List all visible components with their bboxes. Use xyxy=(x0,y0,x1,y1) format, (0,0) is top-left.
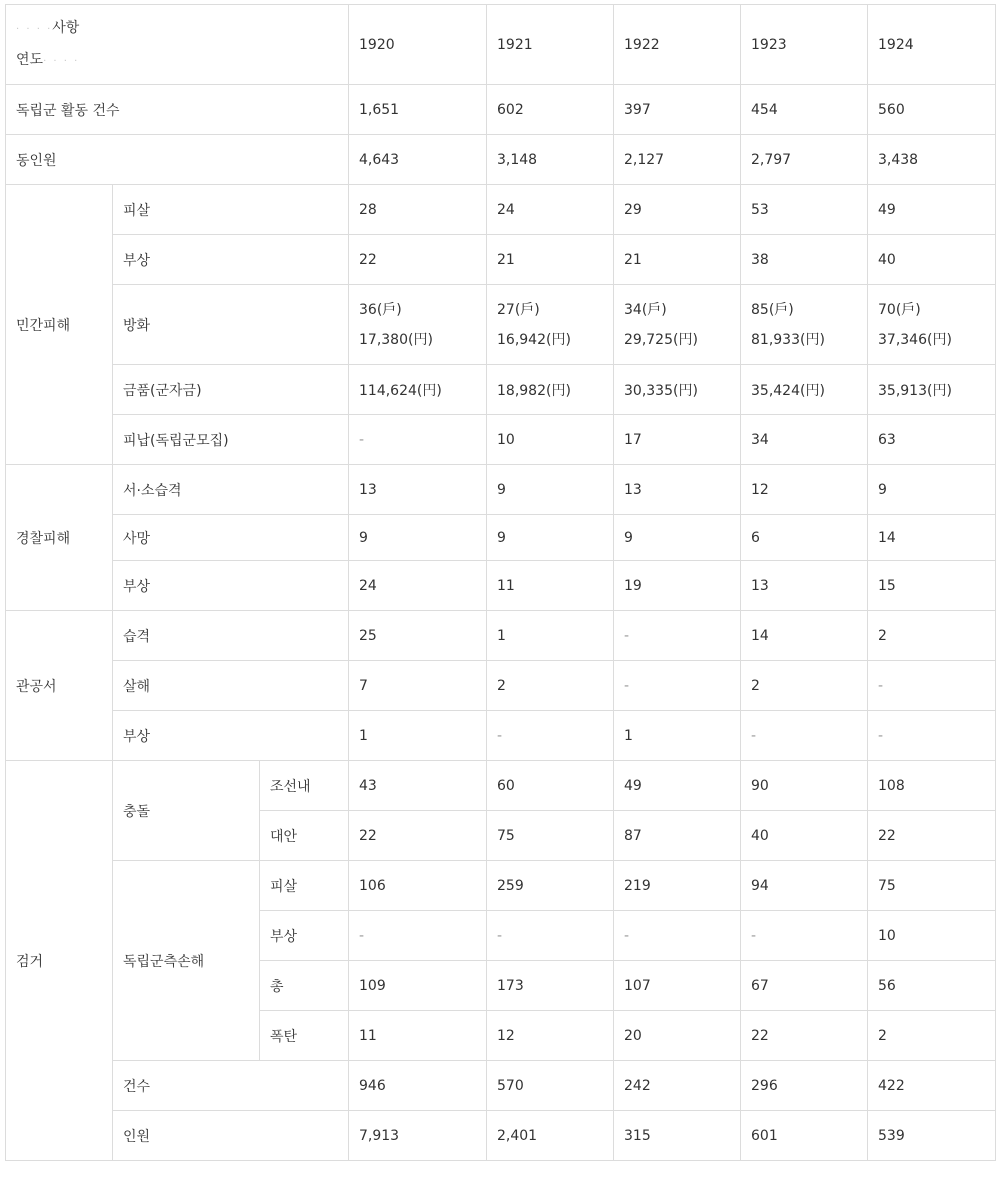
table-cell: 20 xyxy=(614,1011,741,1061)
table-cell: 13 xyxy=(349,465,487,515)
row-label: 독립군 활동 건수 xyxy=(6,85,349,135)
row-label: 서·소습격 xyxy=(113,465,349,515)
row-label: 동인원 xyxy=(6,135,349,185)
table-cell: 25 xyxy=(349,611,487,661)
group-label: 경찰피해 xyxy=(6,465,113,611)
table-cell: 1,651 xyxy=(349,85,487,135)
table-cell: 29 xyxy=(614,185,741,235)
table-cell: 946 xyxy=(349,1061,487,1111)
independence-army-stats-table xyxy=(5,4,996,1161)
table-cell: 22 xyxy=(868,811,996,861)
row-label: 습격 xyxy=(113,611,349,661)
table-cell: 259 xyxy=(487,861,614,911)
table-cell: 28 xyxy=(349,185,487,235)
table-cell: 9 xyxy=(868,465,996,515)
table-cell: - xyxy=(741,911,868,961)
table-cell: 560 xyxy=(868,85,996,135)
table-cell: 63 xyxy=(868,415,996,465)
table-cell: 34 xyxy=(741,415,868,465)
table-cell xyxy=(868,285,996,365)
table-cell: 3,148 xyxy=(487,135,614,185)
table-cell: 40 xyxy=(868,235,996,285)
table-cell: 22 xyxy=(741,1011,868,1061)
table-cell: 7,913 xyxy=(349,1111,487,1161)
table-cell: 40 xyxy=(741,811,868,861)
households-value: 27(戶) xyxy=(497,301,540,318)
table-row xyxy=(6,1061,996,1111)
table-cell: 12 xyxy=(741,465,868,515)
group-label: 민간피해 xyxy=(6,185,113,465)
table-cell: 49 xyxy=(614,761,741,811)
table-cell: 114,624(円) xyxy=(349,365,487,415)
amount-value: 17,380(円) xyxy=(359,331,433,348)
table-row xyxy=(6,515,996,561)
table-cell: 1 xyxy=(614,711,741,761)
table-cell: 601 xyxy=(741,1111,868,1161)
table-cell: 2 xyxy=(487,661,614,711)
table-cell: 14 xyxy=(868,515,996,561)
table-cell: 6 xyxy=(741,515,868,561)
table-cell: 60 xyxy=(487,761,614,811)
table-cell: 107 xyxy=(614,961,741,1011)
table-cell: 13 xyxy=(741,561,868,611)
table-cell: 75 xyxy=(868,861,996,911)
table-row xyxy=(6,661,996,711)
table-cell: 2 xyxy=(741,661,868,711)
table-cell: 570 xyxy=(487,1061,614,1111)
table-cell: 90 xyxy=(741,761,868,811)
table-cell: - xyxy=(614,611,741,661)
diagonal-dots: · · · · xyxy=(16,23,53,35)
row-label: 피납(독립군모집) xyxy=(113,415,349,465)
table-cell: 539 xyxy=(868,1111,996,1161)
households-value: 36(戶) xyxy=(359,301,402,318)
row-label: 피살 xyxy=(260,861,349,911)
row-label: 사망 xyxy=(113,515,349,561)
table-cell: 24 xyxy=(349,561,487,611)
table-cell: 2,797 xyxy=(741,135,868,185)
table-row xyxy=(6,861,996,911)
table-row xyxy=(6,711,996,761)
table-cell: 13 xyxy=(614,465,741,515)
table-cell: 67 xyxy=(741,961,868,1011)
table-cell: 21 xyxy=(487,235,614,285)
households-value: 70(戶) xyxy=(878,301,921,318)
table-cell: 53 xyxy=(741,185,868,235)
table-cell: 12 xyxy=(487,1011,614,1061)
row-label: 총 xyxy=(260,961,349,1011)
table-cell: 1 xyxy=(487,611,614,661)
table-cell: 2,401 xyxy=(487,1111,614,1161)
table-cell: 75 xyxy=(487,811,614,861)
table-cell: 315 xyxy=(614,1111,741,1161)
row-label: 부상 xyxy=(113,711,349,761)
table-row xyxy=(6,561,996,611)
table-cell: 454 xyxy=(741,85,868,135)
table-cell: 3,438 xyxy=(868,135,996,185)
table-cell: 43 xyxy=(349,761,487,811)
table-cell: 30,335(円) xyxy=(614,365,741,415)
row-label: 폭탄 xyxy=(260,1011,349,1061)
amount-value: 29,725(円) xyxy=(624,331,698,348)
table-cell: 17 xyxy=(614,415,741,465)
households-value: 34(戶) xyxy=(624,301,667,318)
table-cell: 94 xyxy=(741,861,868,911)
year-header: 1921 xyxy=(487,5,614,85)
table-cell: 38 xyxy=(741,235,868,285)
table-cell: - xyxy=(349,415,487,465)
table-cell: 35,424(円) xyxy=(741,365,868,415)
row-label: 대안 xyxy=(260,811,349,861)
table-cell xyxy=(349,285,487,365)
table-cell: 9 xyxy=(349,515,487,561)
table-cell: 397 xyxy=(614,85,741,135)
table-cell: 9 xyxy=(614,515,741,561)
row-label: 부상 xyxy=(260,911,349,961)
table-cell: 56 xyxy=(868,961,996,1011)
table-cell: - xyxy=(741,711,868,761)
table-cell: 9 xyxy=(487,515,614,561)
households-value: 85(戶) xyxy=(751,301,794,318)
table-cell: 22 xyxy=(349,235,487,285)
table-cell: 11 xyxy=(349,1011,487,1061)
diagonal-header-cell xyxy=(6,5,349,85)
table-cell: 106 xyxy=(349,861,487,911)
table-cell: 2 xyxy=(868,611,996,661)
year-header: 1922 xyxy=(614,5,741,85)
table-row xyxy=(6,465,996,515)
row-label: 방화 xyxy=(113,285,349,365)
table-cell: 11 xyxy=(487,561,614,611)
table-cell: 87 xyxy=(614,811,741,861)
table-row xyxy=(6,85,996,135)
table-row xyxy=(6,415,996,465)
table-cell: 15 xyxy=(868,561,996,611)
table-cell xyxy=(487,285,614,365)
table-row xyxy=(6,235,996,285)
amount-value: 16,942(円) xyxy=(497,331,571,348)
table-row xyxy=(6,1111,996,1161)
table-cell: 602 xyxy=(487,85,614,135)
table-cell: 219 xyxy=(614,861,741,911)
table-row xyxy=(6,285,996,365)
table-cell: 173 xyxy=(487,961,614,1011)
subgroup-label: 독립군측손해 xyxy=(113,861,260,1061)
item-header-label: 사항 xyxy=(52,19,80,36)
subgroup-label: 충돌 xyxy=(113,761,260,861)
table-cell: 1 xyxy=(349,711,487,761)
table-cell: - xyxy=(487,711,614,761)
table-cell: 18,982(円) xyxy=(487,365,614,415)
table-cell: - xyxy=(868,661,996,711)
table-cell: 109 xyxy=(349,961,487,1011)
row-label: 살해 xyxy=(113,661,349,711)
table-row xyxy=(6,185,996,235)
table-cell: - xyxy=(868,711,996,761)
table-cell: 10 xyxy=(868,911,996,961)
table-cell: - xyxy=(349,911,487,961)
table-cell: - xyxy=(614,661,741,711)
table-cell: 2 xyxy=(868,1011,996,1061)
group-label: 검거 xyxy=(6,761,113,1161)
table-cell: 7 xyxy=(349,661,487,711)
row-label: 피살 xyxy=(113,185,349,235)
amount-value: 37,346(円) xyxy=(878,331,952,348)
table-cell: 35,913(円) xyxy=(868,365,996,415)
year-header-label: 연도 xyxy=(16,51,44,68)
row-label: 부상 xyxy=(113,235,349,285)
table-row xyxy=(6,365,996,415)
table-row xyxy=(6,611,996,661)
table-cell: - xyxy=(614,911,741,961)
group-label: 관공서 xyxy=(6,611,113,761)
header-row xyxy=(6,5,996,85)
table-cell xyxy=(614,285,741,365)
table-cell: 49 xyxy=(868,185,996,235)
row-label: 건수 xyxy=(113,1061,349,1111)
row-label: 부상 xyxy=(113,561,349,611)
row-label: 금품(군자금) xyxy=(113,365,349,415)
table-cell: 2,127 xyxy=(614,135,741,185)
table-cell: 242 xyxy=(614,1061,741,1111)
year-header: 1920 xyxy=(349,5,487,85)
table-cell: 9 xyxy=(487,465,614,515)
table-row xyxy=(6,135,996,185)
table-cell: 4,643 xyxy=(349,135,487,185)
table-cell: 22 xyxy=(349,811,487,861)
table-cell: 108 xyxy=(868,761,996,811)
table-cell: - xyxy=(487,911,614,961)
year-header: 1923 xyxy=(741,5,868,85)
table-cell xyxy=(741,285,868,365)
row-label: 조선내 xyxy=(260,761,349,811)
table-cell: 19 xyxy=(614,561,741,611)
table-cell: 21 xyxy=(614,235,741,285)
row-label: 인원 xyxy=(113,1111,349,1161)
table-cell: 24 xyxy=(487,185,614,235)
table-row xyxy=(6,761,996,811)
table-cell: 296 xyxy=(741,1061,868,1111)
diagonal-dots: · · · · xyxy=(43,55,80,67)
table-cell: 14 xyxy=(741,611,868,661)
year-header: 1924 xyxy=(868,5,996,85)
amount-value: 81,933(円) xyxy=(751,331,825,348)
table-cell: 422 xyxy=(868,1061,996,1111)
table-cell: 10 xyxy=(487,415,614,465)
